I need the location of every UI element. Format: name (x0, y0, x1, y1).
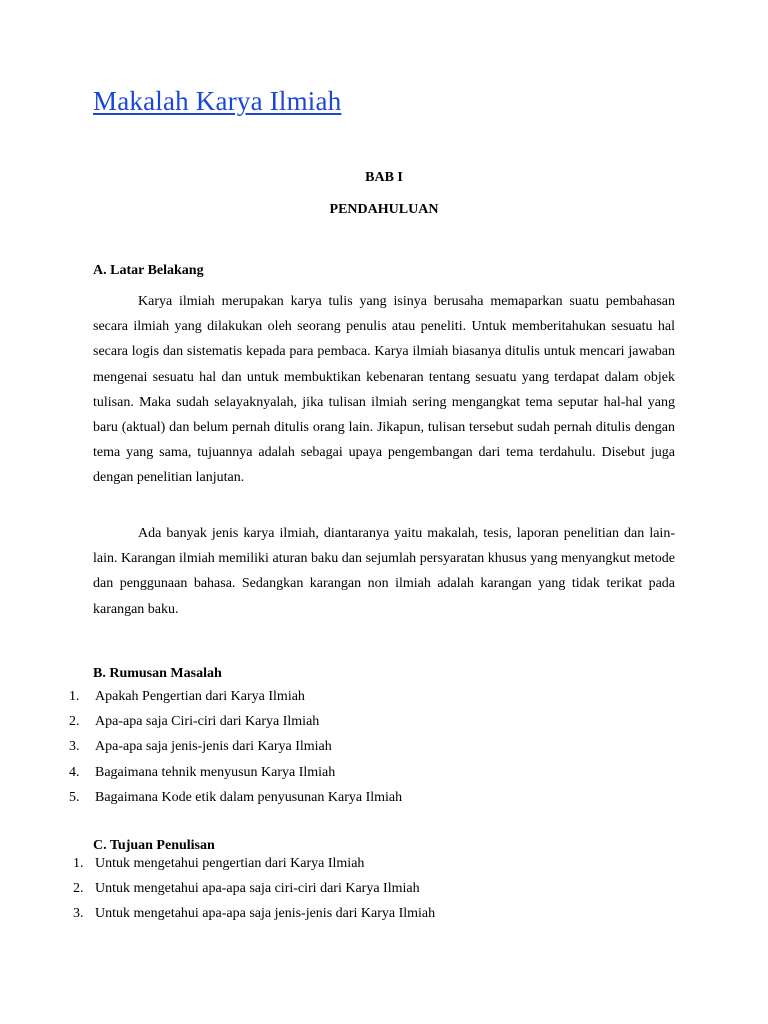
objective-list (73, 851, 693, 927)
list-item-text: Apa-apa saja Ciri-ciri dari Karya Ilmiah (95, 714, 320, 730)
section-b-heading: B. Rumusan Masalah (93, 666, 222, 681)
chapter-title: PENDAHULUAN (329, 202, 439, 217)
list-item-text: Apa-apa saja jenis-jenis dari Karya Ilmiah (95, 739, 332, 755)
list-item-text: Bagaimana tehnik menyusun Karya Ilmiah (95, 764, 336, 780)
list-item-text: Untuk mengetahui apa-apa saja jenis-jenis dari Karya Ilmiah (95, 906, 436, 922)
list-item-number: 3. (69, 739, 80, 755)
list-item-text: Apakah Pengertian dari Karya Ilmiah (95, 689, 305, 704)
section-a-paragraph-1: Karya ilmiah merupakan karya tulis yang isinya berusaha memaparkan suatu pembahasan secara ilmiah yang dilakukan oleh seorang penulis atau peneliti. Untuk memberitahukan sesuatu hal secara logis dan sistematis kepada para pembaca. Karya ilmiah biasanya ditulis untuk mencari jawaban mengenai sesuatu hal dan untuk membuktikan kebenaran tentang sesuatu yang terdapat dalam objek tulisan. Maka sudah selayaknyalah, jika tulisan ilmiah sering mengangkat tema seputar hal-hal yang baru (aktual) dan belum pernah ditulis orang lain. Jikapun, tulisan tersebut sudah pernah ditulis dengan tema yang sama, tujuannya adalah sebagai upaya pengembangan dari tema terdahulu. Disebut juga dengan penelitian lanjutan. (93, 294, 675, 486)
section-c-heading: C. Tujuan Penulisan (93, 838, 215, 853)
chapter-label: BAB I (365, 170, 403, 185)
list-item (73, 901, 693, 926)
list-item-number: 3. (73, 906, 84, 922)
list-item-number: 2. (69, 714, 80, 730)
list-item (69, 760, 689, 785)
list-item (69, 709, 689, 734)
list-item-text: Untuk mengetahui apa-apa saja ciri-ciri dari Karya Ilmiah (95, 881, 420, 897)
section-a-heading: A. Latar Belakang (93, 263, 204, 278)
list-item-number: 1. (69, 689, 80, 704)
list-item (73, 876, 693, 901)
list-item-text: Bagaimana Kode etik dalam penyusunan Karya Ilmiah (95, 789, 403, 805)
problem-list (69, 684, 689, 810)
list-item-text: Untuk mengetahui pengertian dari Karya Ilmiah (95, 856, 365, 871)
list-item (69, 684, 689, 709)
section-a-paragraph-2: Ada banyak jenis karya ilmiah, diantaranya yaitu makalah, tesis, laporan penelitian dan lain-lain. Karangan ilmiah memiliki aturan baku dan sejumlah persyaratan khusus yang menyangkut metode dan penggunaan bahasa. Sedangkan karangan non ilmiah adalah karangan yang tidak terikat pada karangan baku. (93, 526, 675, 617)
list-item (69, 734, 689, 759)
list-item-number: 2. (73, 881, 84, 897)
list-item (69, 785, 689, 810)
list-item-number: 5. (69, 789, 80, 805)
list-item-number: 1. (73, 856, 84, 871)
document-title-link[interactable]: Makalah Karya Ilmiah (93, 86, 342, 116)
list-item-number: 4. (69, 764, 80, 780)
list-item (73, 851, 693, 876)
